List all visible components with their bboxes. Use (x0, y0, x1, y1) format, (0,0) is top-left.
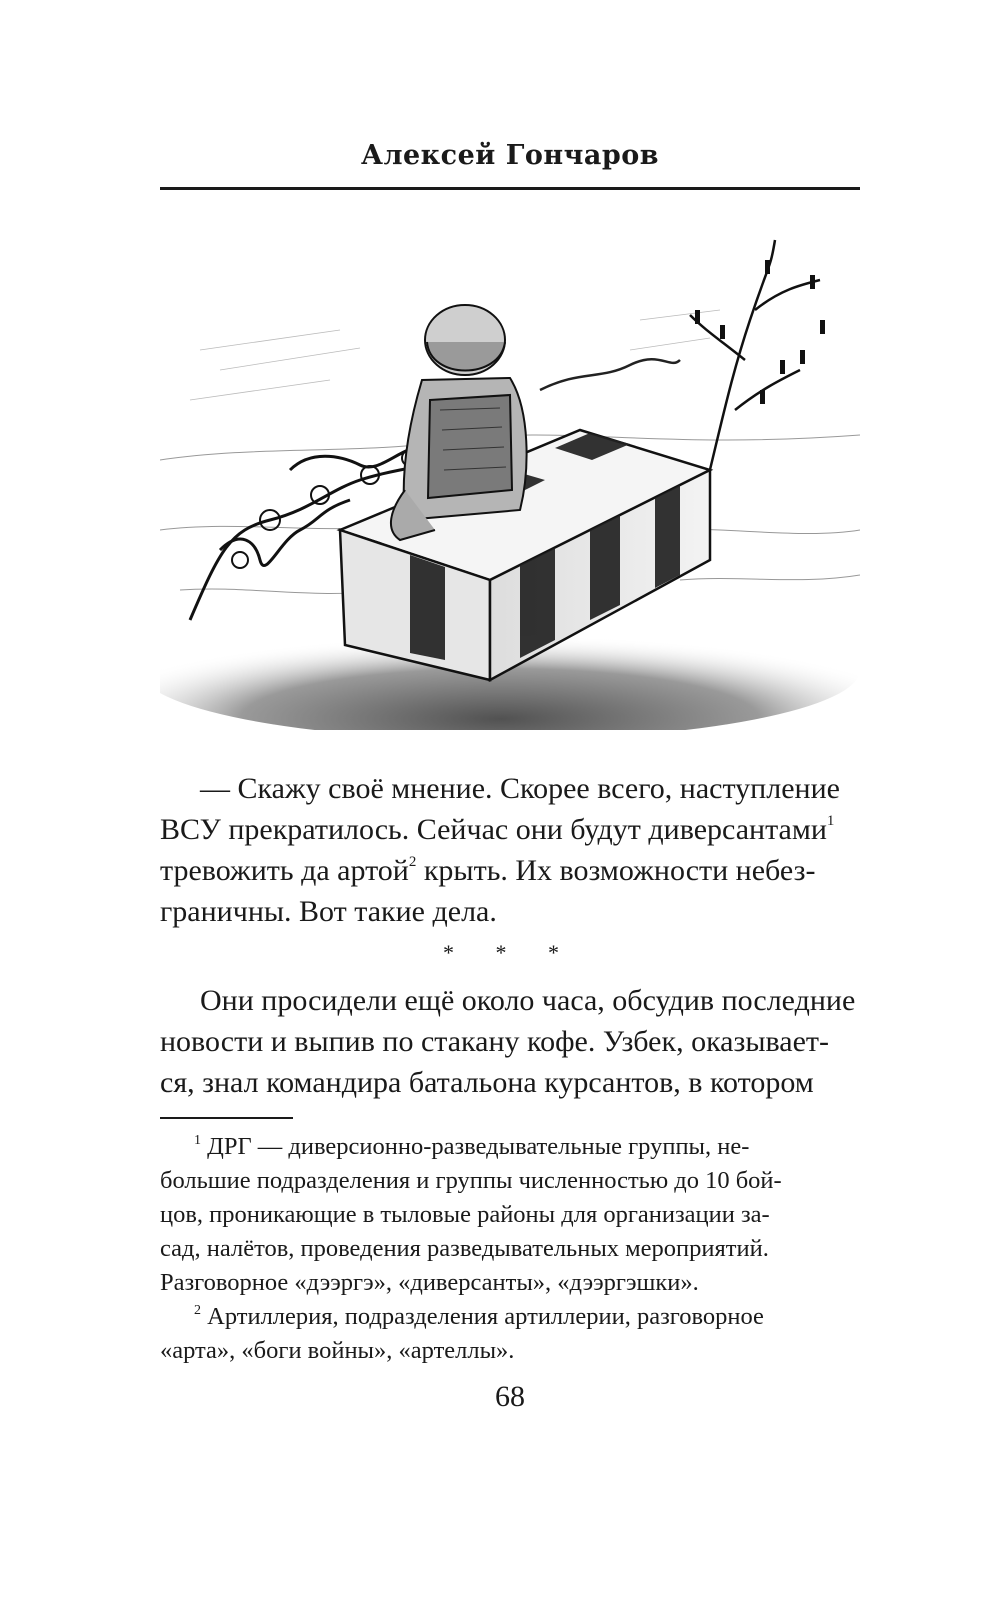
footnotes (160, 1130, 860, 1368)
text-line (160, 809, 860, 850)
text-line: — Скажу своё мнение. Скорее всего, наступление (200, 772, 840, 805)
text-segment: тревожить да артой (160, 854, 409, 887)
footnote-1-line: сад, налётов, проведения разведывательных мероприятий. (160, 1235, 769, 1262)
text-segment: ДРГ — диверсионно-разведывательные группы, не- (201, 1133, 750, 1160)
text-segment: крыть. Их возможности небез- (416, 854, 816, 887)
section-separator: * * * (443, 940, 577, 965)
text-segment: ВСУ прекратилось. Сейчас они будут диверсантами (160, 813, 827, 846)
text-line: Они просидели ещё около часа, обсудив последние (200, 984, 856, 1017)
header-rule (160, 187, 860, 190)
footnote-2-marker: 2 (194, 1303, 201, 1318)
running-head-author: Алексей Гончаров (360, 140, 660, 171)
footnote-1-line (160, 1130, 860, 1164)
footnote-ref-1[interactable]: 1 (826, 813, 835, 829)
text-line: граничны. Вот такие дела. (160, 895, 497, 928)
footnote-2-line (160, 1300, 860, 1334)
page-number: 68 (495, 1380, 525, 1413)
footnote-1-line: цов, проникающие в тыловые районы для организации за- (160, 1201, 770, 1228)
text-line: новости и выпив по стакану кофе. Узбек, оказывает- (160, 1025, 830, 1058)
footnote-1-line: большие подразделения и группы численностью до 10 бой- (160, 1167, 782, 1194)
body-paragraph-2 (160, 980, 860, 1103)
footnote-rule (160, 1117, 293, 1119)
text-segment: Артиллерия, подразделения артиллерии, разговорное (201, 1303, 764, 1330)
body-paragraph-1 (160, 768, 860, 932)
text-line: ся, знал командира батальона курсантов, в котором (160, 1066, 814, 1099)
soldier-sitting-on-striped-barrier-illustration (160, 230, 860, 730)
footnote-ref-2[interactable]: 2 (408, 854, 417, 870)
footnote-1-marker: 1 (194, 1133, 201, 1148)
footnote-1-line: Разговорное «дээргэ», «диверсанты», «дээргэшки». (160, 1269, 699, 1296)
text-line (160, 850, 860, 891)
footnote-2-line: «арта», «боги войны», «артеллы». (160, 1337, 515, 1364)
